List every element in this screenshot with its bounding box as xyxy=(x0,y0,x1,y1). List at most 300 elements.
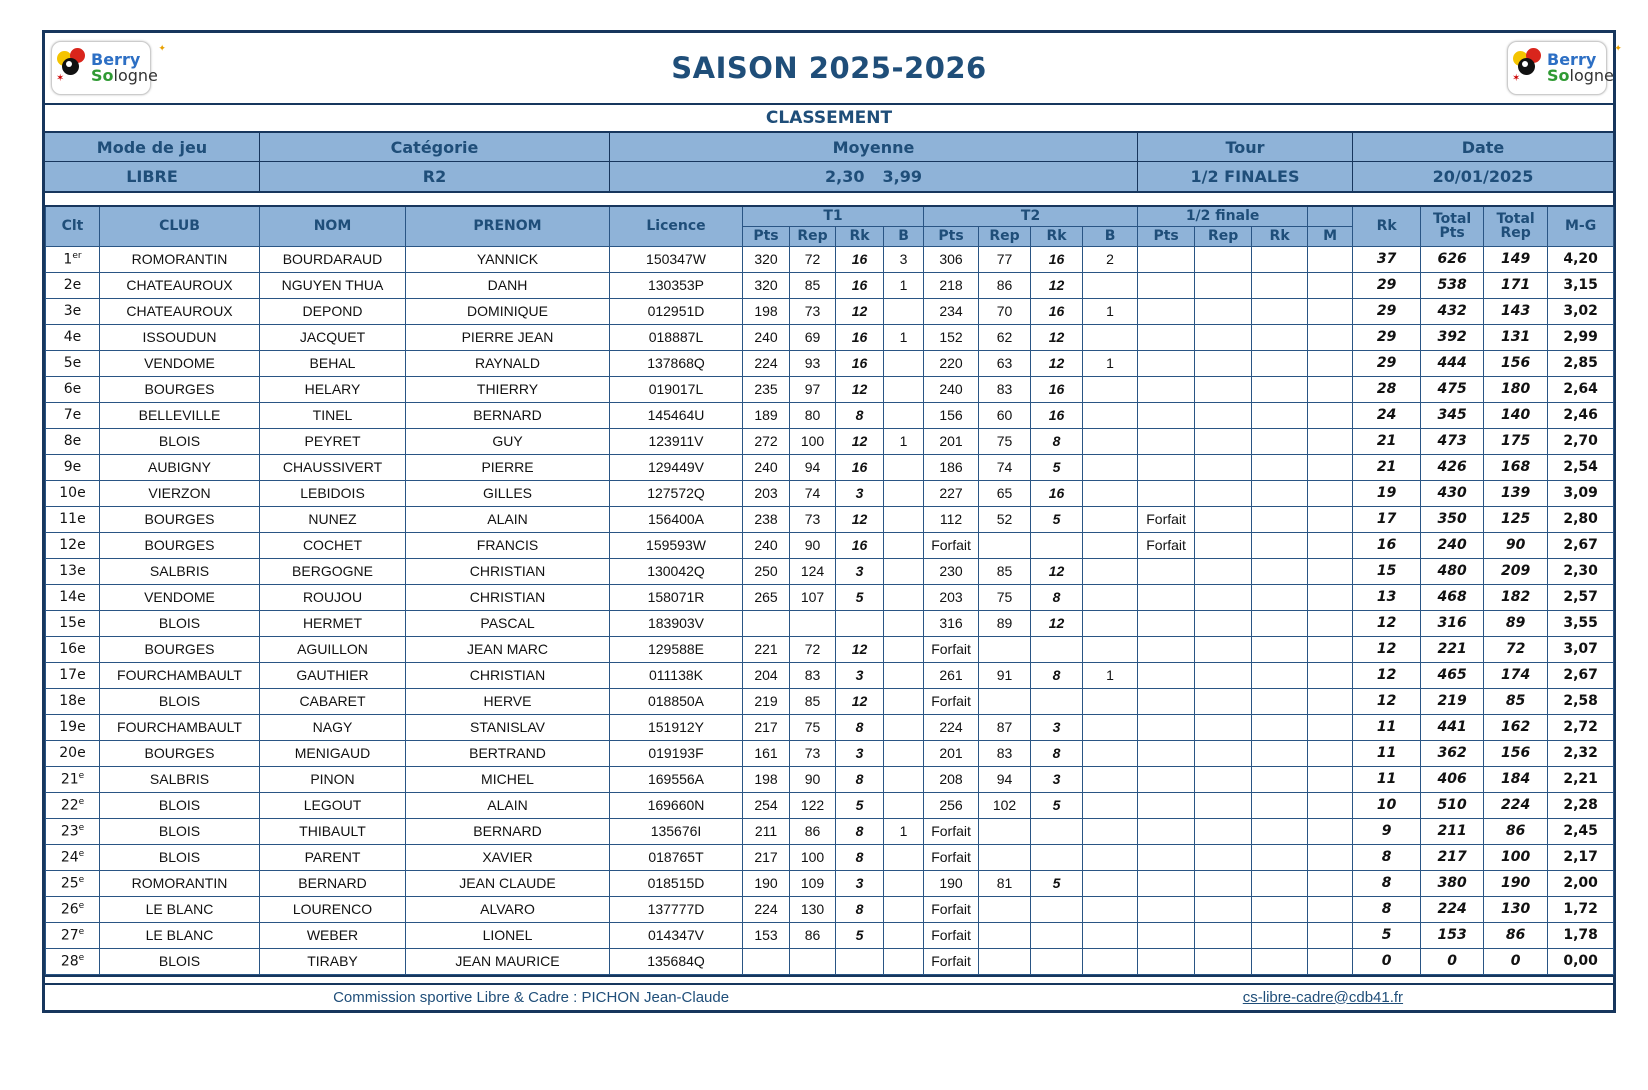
cell-t1-pts: 153 xyxy=(743,922,790,948)
cell-t1-b xyxy=(884,532,924,558)
cell-t2-b xyxy=(1083,896,1138,922)
results-header xyxy=(46,206,1614,246)
cell-total-rep: 190 xyxy=(1484,870,1548,896)
cell-nom: BEHAL xyxy=(260,350,406,376)
cell-overall-rank: 21 xyxy=(1353,428,1421,454)
col-m: M xyxy=(1308,226,1353,246)
cell-total-pts: 510 xyxy=(1421,792,1484,818)
cell-t1-rep: 109 xyxy=(790,870,836,896)
cell-total-rep: 149 xyxy=(1484,246,1548,272)
cell-t1-b xyxy=(884,298,924,324)
table-row xyxy=(46,792,1614,818)
cell-demi-pts xyxy=(1138,298,1195,324)
cell-t1-rk: 16 xyxy=(836,532,884,558)
cell-licence: 150347W xyxy=(610,246,743,272)
cell-t2-rep xyxy=(979,688,1031,714)
cell-t1-rep: 130 xyxy=(790,896,836,922)
cell-t2-b xyxy=(1083,558,1138,584)
cell-moyenne-generale: 2,67 xyxy=(1548,532,1614,558)
cell-m xyxy=(1308,792,1353,818)
col-total-pts: Total Pts xyxy=(1421,206,1484,246)
cell-prenom: CHRISTIAN xyxy=(406,662,610,688)
cell-m xyxy=(1308,688,1353,714)
cell-t1-pts: 211 xyxy=(743,818,790,844)
cell-club: LE BLANC xyxy=(100,896,260,922)
cell-club: BLOIS xyxy=(100,844,260,870)
cell-t2-pts: Forfait xyxy=(924,922,979,948)
table-row xyxy=(46,610,1614,636)
cell-t1-rep: 69 xyxy=(790,324,836,350)
cell-demi-rep xyxy=(1195,584,1252,610)
cell-t2-pts: Forfait xyxy=(924,844,979,870)
cell-demi-rk xyxy=(1252,870,1308,896)
table-row xyxy=(46,376,1614,402)
table-row xyxy=(46,506,1614,532)
cell-t2-pts: Forfait xyxy=(924,896,979,922)
cell-demi-rep xyxy=(1195,610,1252,636)
cell-t2-pts: 201 xyxy=(924,428,979,454)
cell-total-pts: 345 xyxy=(1421,402,1484,428)
cell-t1-rk: 12 xyxy=(836,506,884,532)
cell-overall-rank: 21 xyxy=(1353,454,1421,480)
cell-demi-pts xyxy=(1138,870,1195,896)
cell-rank-position: 10e xyxy=(46,480,100,506)
cell-club: BLOIS xyxy=(100,428,260,454)
cell-nom: BOURDARAUD xyxy=(260,246,406,272)
cell-licence: 129449V xyxy=(610,454,743,480)
cell-t1-rep: 107 xyxy=(790,584,836,610)
cell-prenom: CHRISTIAN xyxy=(406,558,610,584)
cell-t1-pts: 224 xyxy=(743,896,790,922)
footer-band xyxy=(45,983,1613,1010)
cell-total-pts: 153 xyxy=(1421,922,1484,948)
cell-t2-rep: 86 xyxy=(979,272,1031,298)
cell-nom: TINEL xyxy=(260,402,406,428)
table-row xyxy=(46,740,1614,766)
cell-nom: BERNARD xyxy=(260,870,406,896)
cell-licence: 130353P xyxy=(610,272,743,298)
cell-m xyxy=(1308,480,1353,506)
table-row xyxy=(46,636,1614,662)
cell-t1-pts: 204 xyxy=(743,662,790,688)
cell-nom: TIRABY xyxy=(260,948,406,974)
cell-rank-position: 11e xyxy=(46,506,100,532)
spacer-row xyxy=(45,975,1613,983)
table-row xyxy=(46,558,1614,584)
cell-rank-position: 2e xyxy=(46,272,100,298)
cell-overall-rank: 0 xyxy=(1353,948,1421,974)
cell-demi-rk xyxy=(1252,376,1308,402)
cell-licence: 156400A xyxy=(610,506,743,532)
cell-licence: 145464U xyxy=(610,402,743,428)
cell-demi-rk xyxy=(1252,506,1308,532)
cell-total-rep: 86 xyxy=(1484,922,1548,948)
cell-prenom: BERNARD xyxy=(406,818,610,844)
cell-demi-pts xyxy=(1138,714,1195,740)
table-row xyxy=(46,844,1614,870)
cell-total-pts: 240 xyxy=(1421,532,1484,558)
cell-overall-rank: 12 xyxy=(1353,662,1421,688)
cell-prenom: GUY xyxy=(406,428,610,454)
cell-club: SALBRIS xyxy=(100,558,260,584)
col-nom: NOM xyxy=(260,206,406,246)
cell-moyenne-generale: 2,57 xyxy=(1548,584,1614,610)
cell-t2-b: 1 xyxy=(1083,350,1138,376)
cell-rank-position: 4e xyxy=(46,324,100,350)
cell-t2-rep xyxy=(979,532,1031,558)
cell-demi-pts xyxy=(1138,922,1195,948)
cell-nom: NGUYEN THUA xyxy=(260,272,406,298)
cell-moyenne-generale: 2,21 xyxy=(1548,766,1614,792)
header-band xyxy=(45,33,1622,103)
cell-prenom: LIONEL xyxy=(406,922,610,948)
col-rank: Rk xyxy=(1353,206,1421,246)
cell-demi-rep xyxy=(1195,350,1252,376)
cell-t2-pts: 218 xyxy=(924,272,979,298)
table-row xyxy=(46,454,1614,480)
cell-demi-pts xyxy=(1138,350,1195,376)
cell-licence: 169556A xyxy=(610,766,743,792)
cell-moyenne-generale: 3,15 xyxy=(1548,272,1614,298)
cell-demi-rk xyxy=(1252,948,1308,974)
cell-t1-rk: 16 xyxy=(836,272,884,298)
cell-t2-rep: 94 xyxy=(979,766,1031,792)
cell-licence: 130042Q xyxy=(610,558,743,584)
cell-t2-b xyxy=(1083,376,1138,402)
cell-overall-rank: 19 xyxy=(1353,480,1421,506)
cell-t2-rep: 87 xyxy=(979,714,1031,740)
cell-overall-rank: 17 xyxy=(1353,506,1421,532)
cell-t1-pts: 254 xyxy=(743,792,790,818)
cell-total-rep: 86 xyxy=(1484,818,1548,844)
cell-t2-rk xyxy=(1031,948,1083,974)
cell-t2-rk: 16 xyxy=(1031,480,1083,506)
cell-total-pts: 441 xyxy=(1421,714,1484,740)
cell-demi-rep xyxy=(1195,896,1252,922)
cell-overall-rank: 5 xyxy=(1353,922,1421,948)
contact-email-link[interactable]: cs-libre-cadre@cdb41.fr xyxy=(1242,988,1404,1006)
cell-t2-pts: 190 xyxy=(924,870,979,896)
cell-m xyxy=(1308,402,1353,428)
cell-prenom: FRANCIS xyxy=(406,532,610,558)
cell-club: BOURGES xyxy=(100,506,260,532)
table-row xyxy=(46,298,1614,324)
cell-demi-rep xyxy=(1195,272,1252,298)
cell-t1-b xyxy=(884,948,924,974)
cell-t2-b xyxy=(1083,870,1138,896)
results-table xyxy=(45,205,1614,975)
cell-moyenne-generale: 0,00 xyxy=(1548,948,1614,974)
cell-m xyxy=(1308,272,1353,298)
cell-t1-rk: 3 xyxy=(836,480,884,506)
cell-t2-rk xyxy=(1031,688,1083,714)
cell-t2-rep xyxy=(979,844,1031,870)
table-row xyxy=(46,584,1614,610)
table-row xyxy=(46,922,1614,948)
cell-t1-b xyxy=(884,376,924,402)
cell-total-pts: 224 xyxy=(1421,896,1484,922)
cell-total-rep: 209 xyxy=(1484,558,1548,584)
cell-t1-b xyxy=(884,792,924,818)
cell-club: BLOIS xyxy=(100,792,260,818)
cell-overall-rank: 8 xyxy=(1353,844,1421,870)
cell-t1-b xyxy=(884,402,924,428)
cell-t2-rk xyxy=(1031,636,1083,662)
cell-t2-rk xyxy=(1031,922,1083,948)
cell-moyenne-generale: 3,09 xyxy=(1548,480,1614,506)
cell-nom: DEPOND xyxy=(260,298,406,324)
cell-total-pts: 219 xyxy=(1421,688,1484,714)
cell-prenom: XAVIER xyxy=(406,844,610,870)
table-row xyxy=(46,714,1614,740)
cell-demi-pts xyxy=(1138,246,1195,272)
cell-overall-rank: 10 xyxy=(1353,792,1421,818)
group-demi-finale: 1/2 finale xyxy=(1138,206,1308,226)
cell-m xyxy=(1308,948,1353,974)
cell-prenom: PASCAL xyxy=(406,610,610,636)
cell-demi-rep xyxy=(1195,454,1252,480)
cell-overall-rank: 13 xyxy=(1353,584,1421,610)
cell-prenom: RAYNALD xyxy=(406,350,610,376)
cell-demi-rk xyxy=(1252,402,1308,428)
cell-t2-pts: 261 xyxy=(924,662,979,688)
cell-overall-rank: 37 xyxy=(1353,246,1421,272)
cell-licence: 129588E xyxy=(610,636,743,662)
cell-nom: ROUJOU xyxy=(260,584,406,610)
cell-demi-rk xyxy=(1252,610,1308,636)
cell-nom: HERMET xyxy=(260,610,406,636)
table-row xyxy=(46,688,1614,714)
cell-demi-rk xyxy=(1252,766,1308,792)
cell-prenom: JEAN MARC xyxy=(406,636,610,662)
cell-rank-position: 25e xyxy=(46,870,100,896)
cell-t1-pts: 272 xyxy=(743,428,790,454)
cell-t1-rep: 90 xyxy=(790,532,836,558)
cell-rank-position: 19e xyxy=(46,714,100,740)
cell-total-pts: 480 xyxy=(1421,558,1484,584)
cell-rank-position: 18e xyxy=(46,688,100,714)
date-label: Date xyxy=(1352,133,1613,161)
cell-demi-rep xyxy=(1195,870,1252,896)
cell-overall-rank: 24 xyxy=(1353,402,1421,428)
cell-total-pts: 362 xyxy=(1421,740,1484,766)
cell-demi-pts: Forfait xyxy=(1138,532,1195,558)
cell-total-pts: 211 xyxy=(1421,818,1484,844)
cell-t2-rk: 5 xyxy=(1031,870,1083,896)
cell-prenom: JEAN MAURICE xyxy=(406,948,610,974)
cell-t1-b: 1 xyxy=(884,428,924,454)
cell-overall-rank: 12 xyxy=(1353,688,1421,714)
cell-m xyxy=(1308,246,1353,272)
cell-t2-rk xyxy=(1031,532,1083,558)
cell-t2-b xyxy=(1083,714,1138,740)
moyenne-value xyxy=(609,162,1137,191)
cell-t1-pts: 203 xyxy=(743,480,790,506)
cell-t1-b xyxy=(884,454,924,480)
cell-demi-rep xyxy=(1195,506,1252,532)
cell-t2-rep: 74 xyxy=(979,454,1031,480)
mode-de-jeu-label: Mode de jeu xyxy=(96,137,208,157)
cell-rank-position: 20e xyxy=(46,740,100,766)
cell-overall-rank: 16 xyxy=(1353,532,1421,558)
cell-prenom: BERTRAND xyxy=(406,740,610,766)
cell-moyenne-generale: 1,78 xyxy=(1548,922,1614,948)
cell-overall-rank: 15 xyxy=(1353,558,1421,584)
cell-t2-b xyxy=(1083,844,1138,870)
cell-total-pts: 221 xyxy=(1421,636,1484,662)
cell-rank-position: 27e xyxy=(46,922,100,948)
cell-t1-rep: 124 xyxy=(790,558,836,584)
cell-demi-pts xyxy=(1138,324,1195,350)
col-f-rep: Rep xyxy=(1195,226,1252,246)
cell-moyenne-generale: 2,00 xyxy=(1548,870,1614,896)
cell-total-rep: 175 xyxy=(1484,428,1548,454)
cell-t1-rep: 72 xyxy=(790,636,836,662)
cell-demi-rk xyxy=(1252,662,1308,688)
cell-demi-pts xyxy=(1138,610,1195,636)
cell-total-pts: 316 xyxy=(1421,610,1484,636)
cell-rank-position: 21e xyxy=(46,766,100,792)
billiard-balls-icon xyxy=(1512,45,1546,91)
cell-total-rep: 168 xyxy=(1484,454,1548,480)
cell-total-rep: 171 xyxy=(1484,272,1548,298)
cell-t2-pts: 316 xyxy=(924,610,979,636)
cell-t1-rk: 16 xyxy=(836,350,884,376)
cell-moyenne-generale: 2,32 xyxy=(1548,740,1614,766)
cell-demi-rep xyxy=(1195,324,1252,350)
cell-m xyxy=(1308,454,1353,480)
sparkle-icon: ✦ xyxy=(1614,43,1622,54)
cell-licence: 014347V xyxy=(610,922,743,948)
cell-licence: 159593W xyxy=(610,532,743,558)
cell-club: CHATEAUROUX xyxy=(100,272,260,298)
col-f-rk: Rk xyxy=(1252,226,1308,246)
cell-t1-rk xyxy=(836,948,884,974)
cell-t1-pts: 250 xyxy=(743,558,790,584)
cell-total-pts: 432 xyxy=(1421,298,1484,324)
cell-m xyxy=(1308,350,1353,376)
cell-t1-rk: 5 xyxy=(836,792,884,818)
cell-prenom: ALAIN xyxy=(406,506,610,532)
cell-licence: 123911V xyxy=(610,428,743,454)
cell-nom: LEGOUT xyxy=(260,792,406,818)
cell-nom: PINON xyxy=(260,766,406,792)
logo-text: Berry ✦ Sologne xyxy=(91,43,166,85)
cell-licence: 158071R xyxy=(610,584,743,610)
cell-t1-pts: 265 xyxy=(743,584,790,610)
cell-t2-rep: 70 xyxy=(979,298,1031,324)
cell-t1-rk: 16 xyxy=(836,324,884,350)
cell-t2-pts: 240 xyxy=(924,376,979,402)
cell-total-rep: 72 xyxy=(1484,636,1548,662)
cell-demi-rk xyxy=(1252,246,1308,272)
cell-t2-b xyxy=(1083,740,1138,766)
cell-t1-rk: 5 xyxy=(836,584,884,610)
cell-club: VIERZON xyxy=(100,480,260,506)
cell-nom: PEYRET xyxy=(260,428,406,454)
cell-demi-pts xyxy=(1138,454,1195,480)
cell-moyenne-generale: 2,99 xyxy=(1548,324,1614,350)
cell-t1-rep: 86 xyxy=(790,922,836,948)
cell-demi-pts xyxy=(1138,376,1195,402)
cell-m xyxy=(1308,610,1353,636)
cell-t2-b xyxy=(1083,818,1138,844)
cell-club: BLOIS xyxy=(100,818,260,844)
cell-total-pts: 538 xyxy=(1421,272,1484,298)
cell-overall-rank: 12 xyxy=(1353,610,1421,636)
cell-t1-pts: 221 xyxy=(743,636,790,662)
cell-moyenne-generale: 3,55 xyxy=(1548,610,1614,636)
table-row xyxy=(46,532,1614,558)
cell-licence: 019193F xyxy=(610,740,743,766)
cell-total-pts: 626 xyxy=(1421,246,1484,272)
cell-t2-rep: 75 xyxy=(979,428,1031,454)
cell-total-rep: 0 xyxy=(1484,948,1548,974)
cell-rank-position: 16e xyxy=(46,636,100,662)
cell-total-rep: 131 xyxy=(1484,324,1548,350)
cell-t2-b xyxy=(1083,948,1138,974)
cell-nom: NUNEZ xyxy=(260,506,406,532)
cell-overall-rank: 12 xyxy=(1353,636,1421,662)
cell-licence: 011138K xyxy=(610,662,743,688)
cell-nom: MENIGAUD xyxy=(260,740,406,766)
cell-prenom: PIERRE JEAN xyxy=(406,324,610,350)
cell-t2-rep xyxy=(979,896,1031,922)
cell-total-rep: 130 xyxy=(1484,896,1548,922)
tour-label: Tour xyxy=(1137,133,1352,161)
cell-t2-rep xyxy=(979,636,1031,662)
cell-demi-pts: Forfait xyxy=(1138,506,1195,532)
cell-t2-rk: 12 xyxy=(1031,610,1083,636)
cell-demi-rk xyxy=(1252,740,1308,766)
cell-t2-rk: 5 xyxy=(1031,454,1083,480)
cell-t1-pts: 217 xyxy=(743,844,790,870)
cell-t2-b xyxy=(1083,480,1138,506)
cell-total-rep: 184 xyxy=(1484,766,1548,792)
cell-moyenne-generale: 2,58 xyxy=(1548,688,1614,714)
cell-t2-rk: 16 xyxy=(1031,376,1083,402)
cell-m xyxy=(1308,662,1353,688)
cell-t1-pts: 240 xyxy=(743,454,790,480)
cell-demi-pts xyxy=(1138,272,1195,298)
cell-prenom: PIERRE xyxy=(406,454,610,480)
cell-t1-rep: 97 xyxy=(790,376,836,402)
cell-demi-rk xyxy=(1252,558,1308,584)
cell-demi-pts xyxy=(1138,766,1195,792)
cell-nom: CABARET xyxy=(260,688,406,714)
berry-sologne-logo xyxy=(1507,41,1622,95)
cell-t2-rk: 12 xyxy=(1031,350,1083,376)
cell-total-rep: 140 xyxy=(1484,402,1548,428)
cell-t2-b xyxy=(1083,272,1138,298)
cell-total-pts: 444 xyxy=(1421,350,1484,376)
cell-t2-pts: Forfait xyxy=(924,688,979,714)
cell-licence: 019017L xyxy=(610,376,743,402)
cell-t1-b xyxy=(884,688,924,714)
cell-t1-rep: 83 xyxy=(790,662,836,688)
cell-t1-rk: 12 xyxy=(836,688,884,714)
cell-demi-pts xyxy=(1138,948,1195,974)
cell-overall-rank: 9 xyxy=(1353,818,1421,844)
cell-total-rep: 139 xyxy=(1484,480,1548,506)
col-clt: Clt xyxy=(46,206,100,246)
cell-demi-rk xyxy=(1252,428,1308,454)
cell-licence: 169660N xyxy=(610,792,743,818)
cell-rank-position: 9e xyxy=(46,454,100,480)
cell-prenom: JEAN CLAUDE xyxy=(406,870,610,896)
cell-t1-rep: 100 xyxy=(790,844,836,870)
cell-t2-rk: 16 xyxy=(1031,402,1083,428)
